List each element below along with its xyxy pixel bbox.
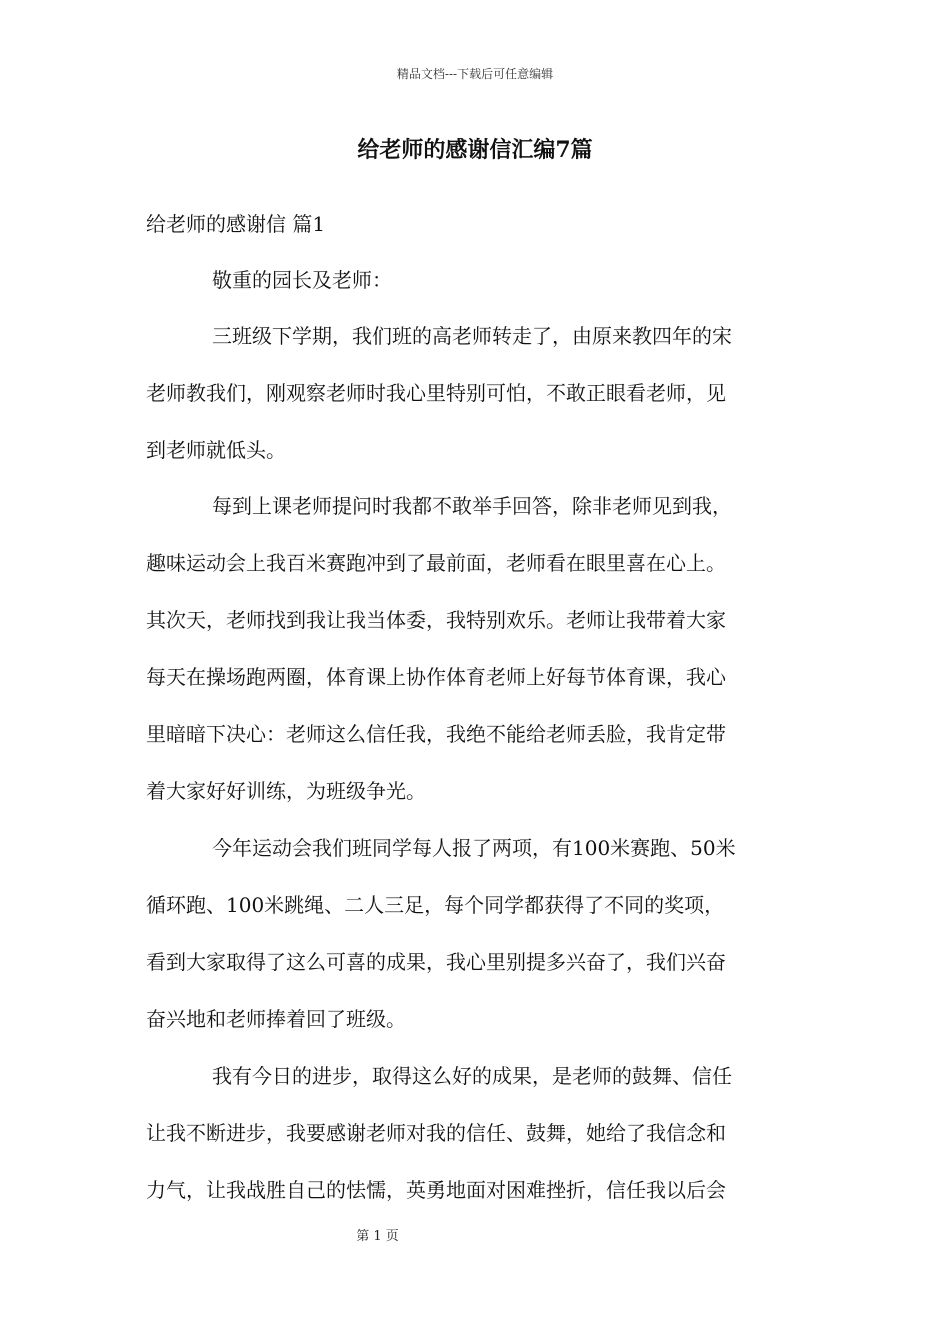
paragraph-line: 三班级下学期，我们班的高老师转走了，由原来教四年的宋: [212, 324, 732, 348]
letter-paragraph-4: [146, 1056, 808, 1227]
paragraph-line: 其次天，老师找到我让我当体委，我特别欢乐。老师让我带着大家: [146, 608, 726, 632]
letter-paragraph-1: [146, 316, 808, 487]
paragraph-line: 让我不断进步，我要感谢老师对我的信任、鼓舞，她给了我信念和: [146, 1121, 726, 1145]
section-heading: 给老师的感谢信 篇1: [146, 212, 326, 236]
letter-paragraph-3: [146, 828, 808, 1056]
paragraph-line: 力气，让我战胜自己的怯懦，英勇地面对困难挫折，信任我以后会: [146, 1178, 726, 1202]
paragraph-line: 到老师就低头。: [146, 438, 286, 462]
paragraph-line: 每天在操场跑两圈，体育课上协作体育老师上好每节体育课，我心: [146, 665, 726, 689]
page-header: 精品文档---下载后可任意编辑: [396, 67, 554, 81]
paragraph-line: 循环跑、100米跳绳、二人三足，每个同学都获得了不同的奖项，: [146, 893, 725, 917]
paragraph-line: 里暗暗下决心：老师这么信任我，我绝不能给老师丢脸，我肯定带: [146, 722, 726, 746]
paragraph-line: 看到大家取得了这么可喜的成果，我心里别提多兴奋了，我们兴奋: [146, 950, 726, 974]
paragraph-line: 趣味运动会上我百米赛跑冲到了最前面，老师看在眼里喜在心上。: [146, 551, 726, 575]
letter-paragraph-2: [146, 486, 808, 828]
paragraph-line: 每到上课老师提问时我都不敢举手回答，除非老师见到我，: [212, 494, 732, 518]
paragraph-line: 着大家好好训练，为班级争光。: [146, 779, 426, 803]
paragraph-line: 今年运动会我们班同学每人报了两项，有100米赛跑、50米: [212, 836, 736, 860]
page-number: 第 1 页: [356, 1229, 399, 1244]
paragraph-line: 奋兴地和老师捧着回了班级。: [146, 1007, 406, 1031]
paragraph-line: 我有今日的进步，取得这么好的成果，是老师的鼓舞、信任: [212, 1064, 732, 1088]
letter-salutation: 敬重的园长及老师：: [212, 268, 392, 292]
paragraph-line: 老师教我们，刚观察老师时我心里特别可怕，不敢正眼看老师，见: [146, 381, 726, 405]
document-title: 给老师的感谢信汇编7篇: [357, 137, 593, 163]
